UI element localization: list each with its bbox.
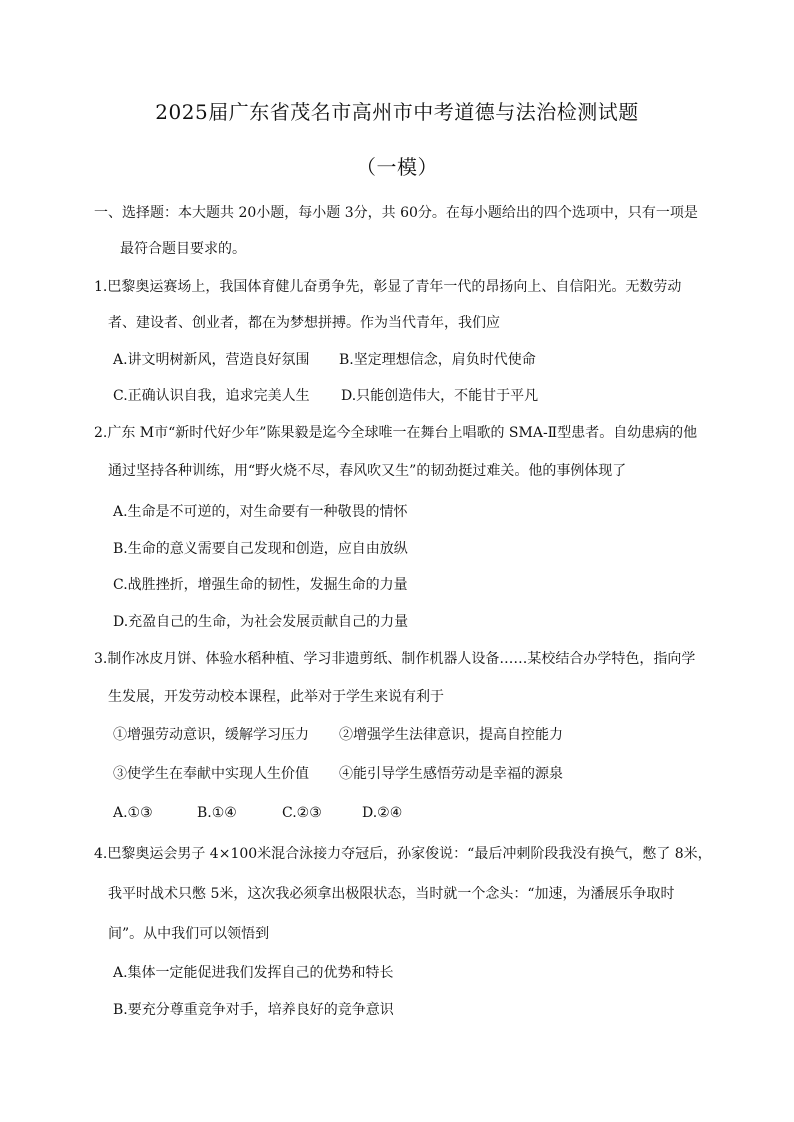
question-1-option-a: A.讲文明树新风，营造良好氛围 — [113, 352, 310, 368]
question-3-stem-line-1: 3.制作冰皮月饼、体验水稻种植、学习非遗剪纸、制作机器人设备……某校结合办学特色，指向学 — [94, 651, 696, 667]
question-3-statement-1: ①增强劳动意识，缓解学习压力 — [113, 727, 309, 743]
question-2-option-b: B.生命的意义需要自己发现和创造，应自由放纵 — [113, 541, 408, 557]
page-subtitle: （一模） — [356, 155, 438, 179]
section-instruction-line-1: 一、选择题：本大题共 20小题，每小题 3分，共 60分。在每小题给出的四个选项中，只有一项是 — [94, 205, 698, 221]
question-1-option-b: B.坚定理想信念，肩负时代使命 — [339, 352, 536, 368]
question-1-option-d: D.只能创造伟大，不能甘于平凡 — [341, 388, 539, 404]
question-3-option-a: A.①③ — [113, 805, 153, 821]
question-4-option-a: A.集体一定能促进我们发挥自己的优势和特长 — [113, 965, 394, 981]
question-1-stem-line-1: 1.巴黎奥运赛场上，我国体育健儿奋勇争先，彰显了青年一代的昂扬向上、自信阳光。无数劳动 — [94, 279, 682, 295]
question-2-stem-line-2: 通过坚持各种训练，用“野火烧不尽，春风吹又生”的韧劲挺过难关。他的事例体现了 — [108, 463, 627, 479]
question-2-stem-line-1: 2.广东 M市“新时代好少年”陈果毅是迄今全球唯一在舞台上唱歌的 SMA-Ⅱ型患者。自幼患病的他 — [94, 425, 698, 441]
question-3-option-c: C.②③ — [282, 805, 322, 821]
question-3-statement-3: ③使学生在奉献中实现人生价值 — [113, 766, 309, 782]
question-2-option-a: A.生命是不可逆的，对生命要有一种敬畏的情怀 — [113, 504, 408, 520]
question-4-stem-line-3: 间”。从中我们可以领悟到 — [108, 926, 270, 942]
question-3-statement-2: ②增强学生法律意识，提高自控能力 — [339, 727, 563, 743]
question-4-stem-line-2: 我平时战术只憋 5米，这次我必须拿出极限状态，当时就一个念头：“加速，为潘展乐争取时 — [108, 886, 675, 902]
page-title: 2025届广东省茂名市高州市中考道德与法治检测试题 — [155, 100, 639, 124]
question-3-stem-line-2: 生发展，开发劳动校本课程，此举对于学生来说有利于 — [108, 689, 444, 705]
question-4-stem-line-1: 4.巴黎奥运会男子 4×100米混合泳接力夺冠后，孙家俊说：“最后冲刺阶段我没有换气，憋了 8米， — [94, 846, 712, 862]
section-instruction-line-2: 最符合题目要求的。 — [120, 241, 246, 257]
question-1-option-c: C.正确认识自我，追求完美人生 — [113, 388, 310, 404]
question-3-option-b: B.①④ — [197, 805, 237, 821]
question-1-stem-line-2: 者、建设者、创业者，都在为梦想拼搏。作为当代青年，我们应 — [108, 315, 500, 331]
question-3-option-d: D.②④ — [362, 805, 403, 821]
question-4-option-b: B.要充分尊重竞争对手，培养良好的竞争意识 — [113, 1002, 394, 1018]
question-2-option-d: D.充盈自己的生命，为社会发展贡献自己的力量 — [113, 614, 409, 630]
question-3-statement-4: ④能引导学生感悟劳动是幸福的源泉 — [339, 766, 563, 782]
question-2-option-c: C.战胜挫折，增强生命的韧性，发掘生命的力量 — [113, 577, 408, 593]
